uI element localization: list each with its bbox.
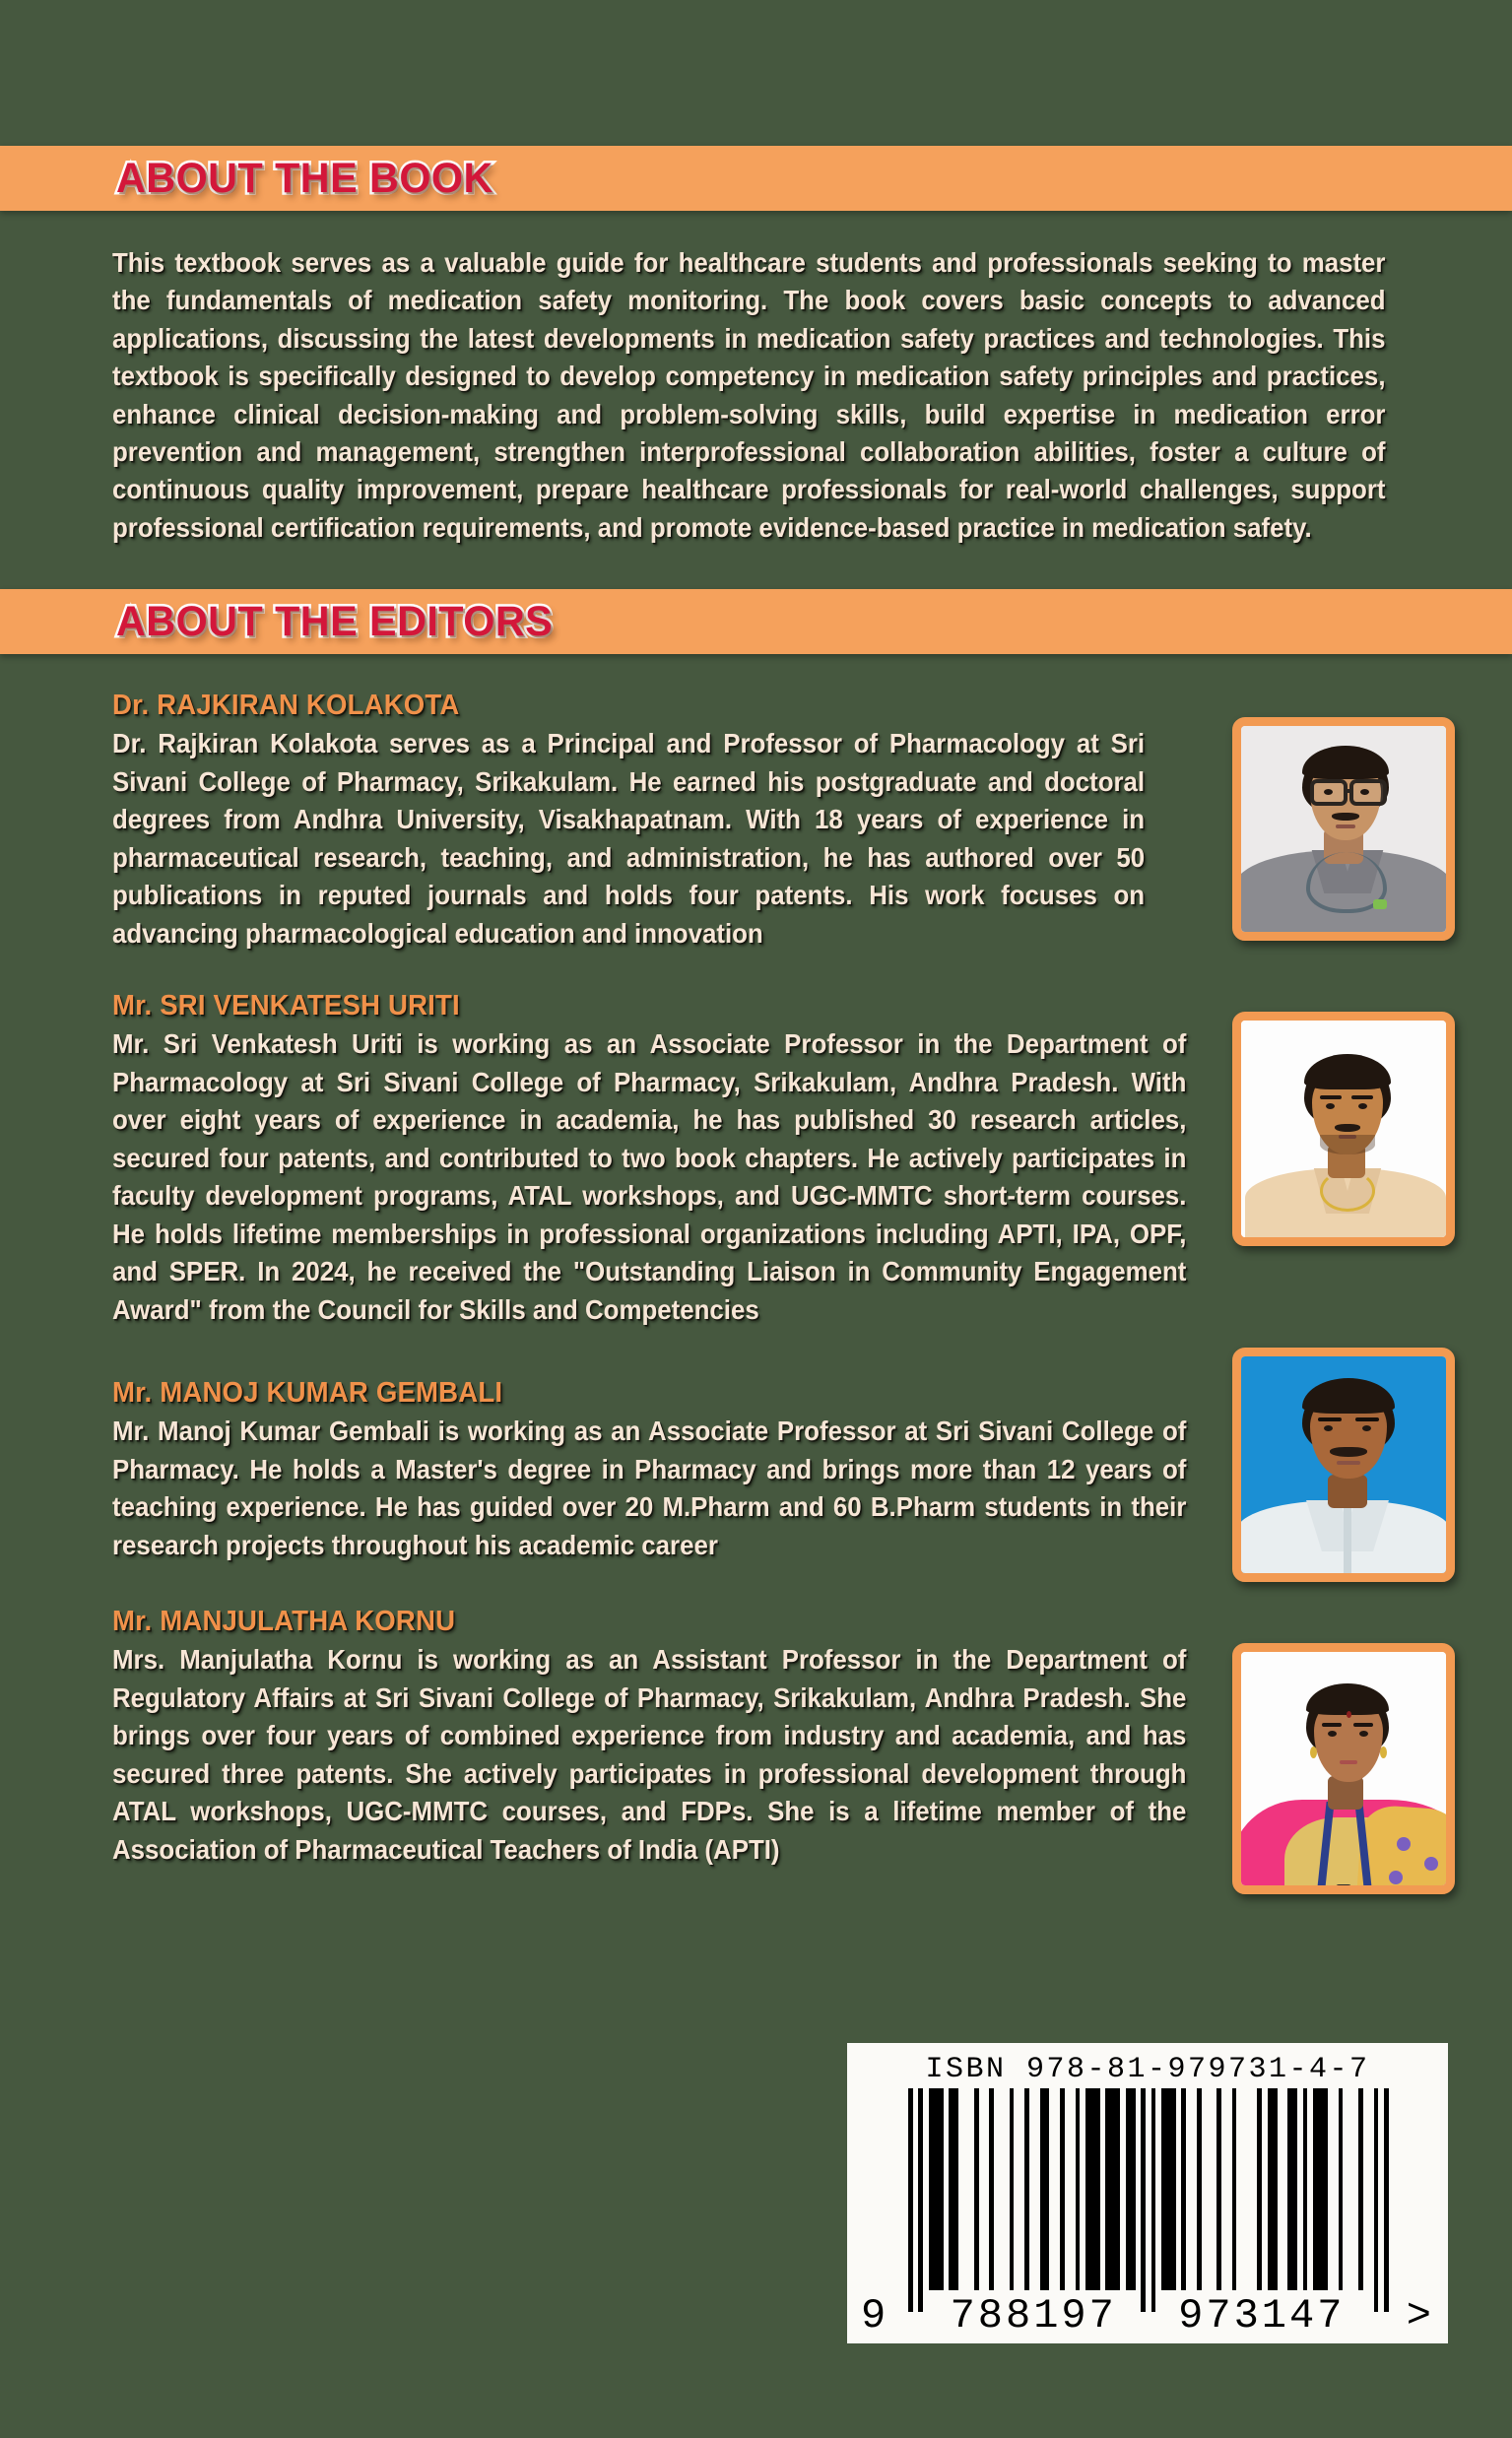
barcode-bars [908,2088,1389,2290]
portrait-image [1241,1356,1446,1573]
barcode-digit-group-1: 9 [861,2292,889,2339]
portrait-image [1241,1652,1446,1885]
about-the-book-paragraph: This textbook serves as a valuable guide for healthcare students and professionals seeking to master the fundamentals of medication safety monitoring. The book covers basic concepts to advanced applications, discussing the latest developments in medication safety practices and technologies. This textbook is specifically designed to develop competency in medication safety principles and practices, enhance clinical decision-making and problem-solving skills, build expertise in medication error prevention and management, strengthen interprofessional collaboration abilities, foster a culture of continuous quality improvement, prepare healthcare professionals for real-world challenges, support professional certification requirements, and promote evidence-based practice in medication safety. [112,247,1386,543]
editor-bio: Mr. Manoj Kumar Gembali is working as an Associate Professor at Sri Sivani College of Pharmacy. He holds a Master's degree in Pharmacy and brings more than 12 years of teaching experience. He has guided over 20 M.Pharm and 60 B.Pharm students in their research projects throughout his academic career [112,1416,1187,1560]
isbn-number-text: ISBN 978-81-979731-4-7 [925,2053,1370,2086]
editor-entry [112,990,1255,1329]
editor-photo-manoj-kumar-gembali [1232,1348,1455,1582]
portrait-image [1241,1021,1446,1237]
about-the-book-heading: ABOUT THE BOOK [116,154,493,202]
editor-photo-manjulatha-kornu [1232,1643,1455,1894]
about-the-book-band [0,146,1512,211]
barcode-digit-group-3: 973147 [1178,2292,1346,2339]
editor-entry [112,1377,1255,1564]
editor-photo-sri-venkatesh-uriti [1232,1012,1455,1246]
editor-name: Mr. MANOJ KUMAR GEMBALI [112,1377,503,1409]
barcode-digit-group-2: 788197 [950,2292,1117,2339]
barcode-digit-group-4: > [1406,2292,1434,2339]
barcode-digits [857,2290,1438,2338]
editor-photo-rajkiran-kolakota [1232,717,1455,941]
editor-name: Mr. MANJULATHA KORNU [112,1606,456,1637]
editor-bio: Mrs. Manjulatha Kornu is working as an Assistant Professor in the Department of Regulatory Affairs at Sri Sivani College of Pharmacy, Srikakulam, Andhra Pradesh. She brings over four years of combined experience from industry and academia, and has secured three patents. She actively participates in professional development through ATAL workshops, UGC-MMTC courses, and FDPs. She is a lifetime member of the Association of Pharmaceutical Teachers of India (APTI) [112,1644,1187,1865]
about-the-editors-band [0,589,1512,654]
editor-name: Mr. SRI VENKATESH URITI [112,990,460,1021]
editor-bio: Dr. Rajkiran Kolakota serves as a Principal and Professor of Pharmacology at Sri Sivani College of Pharmacy, Srikakulam. He earned his postgraduate and doctoral degrees from Andhra University, Visakhapatnam. With 18 years of experience in pharmaceutical research, teaching, and administration, he has authored over 50 publications in reputed journals and holds four patents. His work focuses on advancing pharmacological education and innovation [112,728,1146,949]
about-the-editors-heading: ABOUT THE EDITORS [116,597,554,645]
editor-entry [112,690,1211,953]
editor-bio: Mr. Sri Venkatesh Uriti is working as an Associate Professor in the Department of Pharmacology at Sri Sivani College of Pharmacy, Srikakulam, Andhra Pradesh. With over eight years of experience in academia, he has published 30 research articles, secured four patents, and contributed to two book chapters. He actively participates in faculty development programs, ATAL workshops, and UGC-MMTC short-term courses. He holds lifetime memberships in professional organizations including APTI, IPA, OPF, and SPER. In 2024, he received the "Outstanding Liaison in Community Engagement Award" from the Council for Skills and Competencies [112,1028,1187,1325]
portrait-image [1241,726,1446,932]
isbn-barcode-block [847,2043,1448,2343]
editor-entry [112,1606,1255,1869]
editor-name: Dr. RAJKIRAN KOLAKOTA [112,690,460,721]
